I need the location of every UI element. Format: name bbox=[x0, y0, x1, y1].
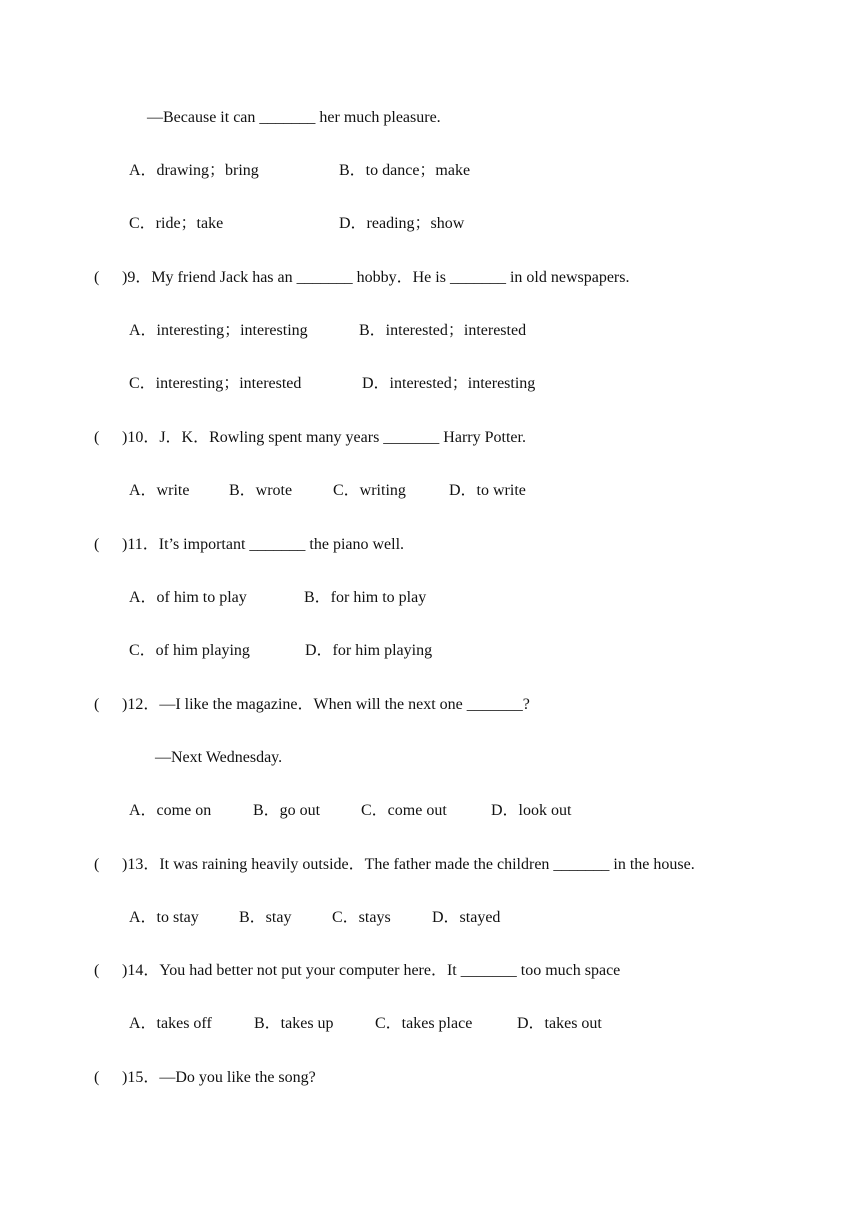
q11-options-row-2 bbox=[0, 640, 433, 662]
q11-answer-bracket: ( bbox=[94, 536, 100, 553]
q11-question-text: )11．It’s important _______ the piano well. bbox=[122, 536, 405, 553]
q13-answer-bracket: ( bbox=[94, 856, 100, 873]
q14-stem bbox=[0, 960, 621, 982]
q8-options-row-1 bbox=[0, 160, 471, 182]
q8-option-c: C．ride；take bbox=[129, 215, 224, 232]
q10-question-text: )10．J．K．Rowling spent many years _______ Harry Potter. bbox=[122, 429, 526, 446]
q9-stem bbox=[0, 267, 630, 289]
q13-question-text: )13．It was raining heavily outside．The father made the children _______ in the house. bbox=[122, 856, 695, 873]
q9-question-text: )9．My friend Jack has an _______ hobby．He is _______ in old newspapers. bbox=[122, 269, 630, 286]
q8-options-row-2 bbox=[0, 213, 465, 235]
q11-option-b: B．for him to play bbox=[304, 589, 427, 606]
q14-option-a: A．takes off bbox=[129, 1015, 212, 1032]
q8-answer-text: —Because it can _______ her much pleasure. bbox=[147, 109, 441, 126]
q12-option-a: A．come on bbox=[129, 802, 212, 819]
q9-option-b: B．interested；interested bbox=[359, 322, 527, 339]
q9-options-row-2 bbox=[0, 373, 536, 395]
q12-stem bbox=[0, 694, 530, 716]
q11-options-row-1 bbox=[0, 587, 427, 609]
q11-stem bbox=[0, 534, 405, 556]
q9-answer-bracket: ( bbox=[94, 269, 100, 286]
q11-option-a: A．of him to play bbox=[129, 589, 247, 606]
q9-option-a: A．interesting；interesting bbox=[129, 322, 308, 339]
q11-option-c: C．of him playing bbox=[129, 642, 250, 659]
q13-options-row bbox=[0, 907, 501, 929]
q14-options-row bbox=[0, 1013, 602, 1035]
q10-stem bbox=[0, 427, 526, 449]
q12-option-b: B．go out bbox=[253, 802, 321, 819]
q10-options-row bbox=[0, 480, 526, 502]
q12-options-row bbox=[0, 800, 572, 822]
q12-answer-bracket: ( bbox=[94, 696, 100, 713]
q10-option-b: B．wrote bbox=[229, 482, 293, 499]
q10-option-c: C．writing bbox=[333, 482, 406, 499]
q9-option-c: C．interesting；interested bbox=[129, 375, 302, 392]
q14-option-d: D．takes out bbox=[517, 1015, 602, 1032]
q9-options-row-1 bbox=[0, 320, 527, 342]
q8-answer-line bbox=[0, 107, 441, 129]
q14-option-c: C．takes place bbox=[375, 1015, 473, 1032]
q9-option-d: D．interested；interesting bbox=[362, 375, 536, 392]
q15-answer-bracket: ( bbox=[94, 1069, 100, 1086]
q13-option-c: C．stays bbox=[332, 909, 391, 926]
q14-question-text: )14．You had better not put your computer here．It _______ too much space bbox=[122, 962, 621, 979]
q10-option-a: A．write bbox=[129, 482, 190, 499]
q14-option-b: B．takes up bbox=[254, 1015, 334, 1032]
q11-option-d: D．for him playing bbox=[305, 642, 433, 659]
q15-stem bbox=[0, 1067, 316, 1089]
q12-question-text: )12．—I like the magazine．When will the next one _______? bbox=[122, 696, 530, 713]
q13-stem bbox=[0, 854, 695, 876]
q13-option-d: D．stayed bbox=[432, 909, 501, 926]
q14-answer-bracket: ( bbox=[94, 962, 100, 979]
q12-option-d: D．look out bbox=[491, 802, 572, 819]
q13-option-a: A．to stay bbox=[129, 909, 199, 926]
q8-option-b: B．to dance；make bbox=[339, 162, 471, 179]
q12-option-c: C．come out bbox=[361, 802, 447, 819]
q10-answer-bracket: ( bbox=[94, 429, 100, 446]
q12-answer-text: —Next Wednesday. bbox=[155, 749, 283, 766]
q8-option-d: D．reading；show bbox=[339, 215, 465, 232]
q15-question-text: )15．—Do you like the song? bbox=[122, 1069, 316, 1086]
q13-option-b: B．stay bbox=[239, 909, 292, 926]
q8-option-a: A．drawing；bring bbox=[129, 162, 259, 179]
q12-answer-line bbox=[0, 747, 283, 769]
q10-option-d: D．to write bbox=[449, 482, 526, 499]
